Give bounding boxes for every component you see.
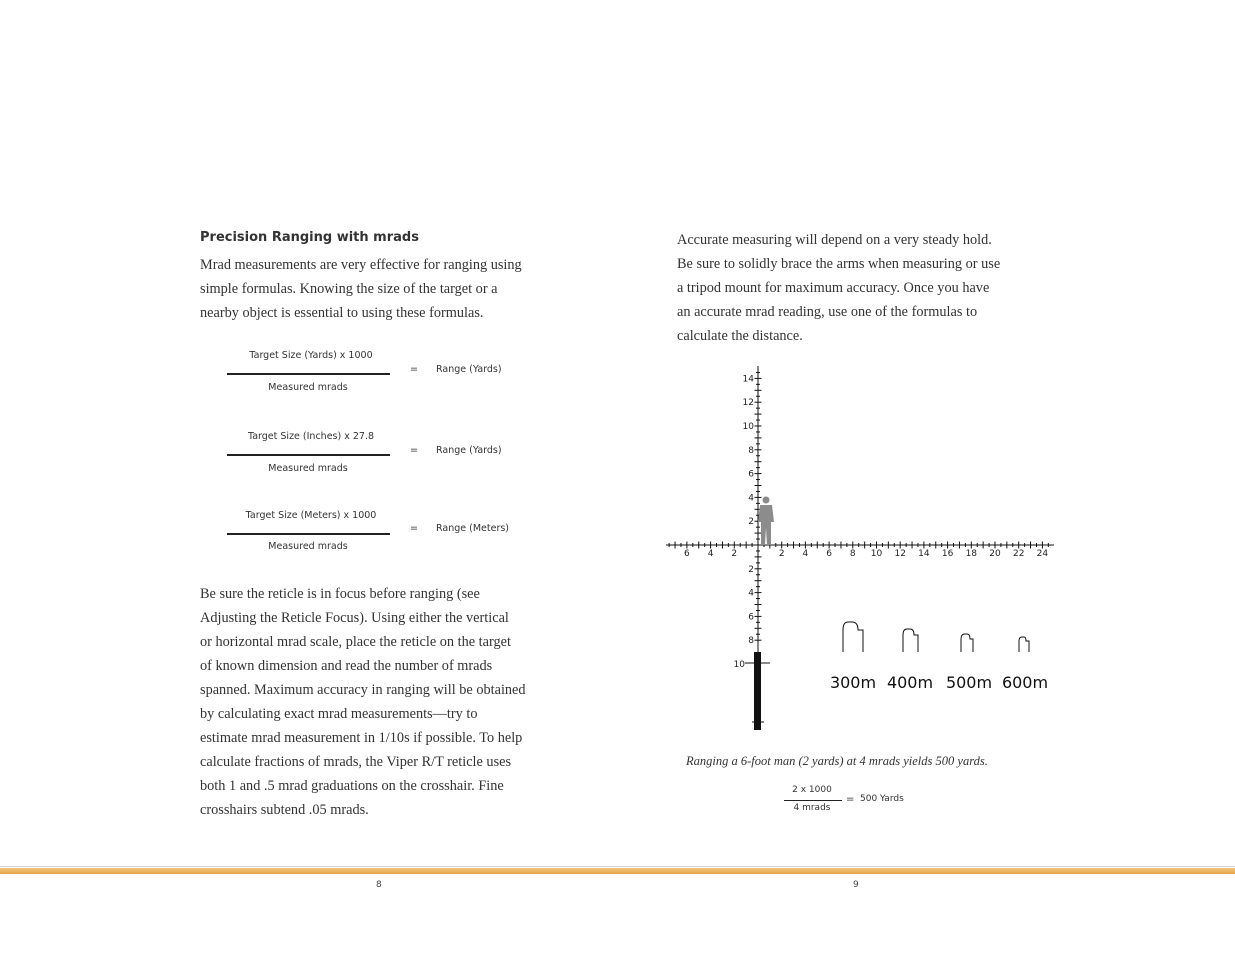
formula-1-denominator: Measured mrads bbox=[268, 382, 348, 393]
text-line: calculate fractions of mrads, the Viper R/T reticle uses bbox=[200, 754, 512, 770]
text-line: or horizontal mrad scale, place the reticle on the target bbox=[200, 634, 511, 650]
reticle-post bbox=[754, 652, 761, 730]
example-equals: = bbox=[846, 794, 855, 805]
example-numerator: 2 x 1000 bbox=[792, 785, 832, 795]
x-axis-label: 2 bbox=[731, 549, 738, 559]
formula-1-equals: = bbox=[410, 364, 418, 375]
y-axis-label: 4 bbox=[748, 588, 754, 599]
y-axis-label: 6 bbox=[748, 469, 754, 480]
footer-accent-bar bbox=[0, 868, 1235, 874]
formula-2-numerator: Target Size (Inches) x 27.8 bbox=[247, 431, 375, 442]
text-line: a tripod mount for maximum accuracy. Once you have bbox=[677, 280, 990, 296]
text-line: by calculating exact mrad measurements—try to bbox=[200, 706, 478, 722]
footer-divider bbox=[0, 866, 1235, 867]
text-line: crosshairs subtend .05 mrads. bbox=[200, 802, 369, 818]
text-line: nearby object is essential to using these formulas. bbox=[200, 305, 484, 321]
x-axis-label: 6 bbox=[826, 549, 832, 559]
formula-3-numerator: Target Size (Meters) x 1000 bbox=[245, 510, 377, 521]
x-axis-label: 2 bbox=[778, 549, 785, 559]
text-line: of known dimension and read the number of mrads bbox=[200, 658, 493, 674]
y-axis-label: 8 bbox=[748, 445, 754, 456]
text-line: an accurate mrad reading, use one of the formulas to bbox=[677, 304, 978, 320]
text-line: calculate the distance. bbox=[677, 328, 803, 344]
target-400m-icon bbox=[903, 629, 918, 652]
target-500m-icon bbox=[961, 634, 973, 652]
y-axis-label: 2 bbox=[748, 564, 754, 575]
text-line: estimate mrad measurement in 1/10s if possible. To help bbox=[200, 730, 523, 746]
x-axis-label: 22 bbox=[1012, 549, 1025, 559]
x-axis-label: 16 bbox=[941, 549, 954, 559]
page-number-right: 9 bbox=[853, 880, 859, 890]
y-axis-label: 4 bbox=[748, 493, 754, 504]
y-axis-label: 2 bbox=[748, 517, 754, 528]
formula-1-numerator: Target Size (Yards) x 1000 bbox=[249, 350, 373, 361]
x-axis-label: 14 bbox=[918, 549, 930, 559]
y-axis-label: 10 bbox=[742, 422, 754, 432]
formula-2-denominator: Measured mrads bbox=[268, 463, 348, 474]
x-axis-label: 12 bbox=[894, 549, 906, 559]
x-axis-label: 24 bbox=[1036, 549, 1049, 559]
y-axis-label: 14 bbox=[742, 374, 754, 385]
formula-1-result: Range (Yards) bbox=[436, 364, 502, 375]
example-denominator: 4 mrads bbox=[793, 803, 831, 813]
x-axis-label: 6 bbox=[684, 549, 690, 559]
distance-label-300m: 300m bbox=[829, 673, 877, 692]
x-axis-label: 20 bbox=[989, 549, 1001, 559]
y-axis-label: 12 bbox=[742, 398, 754, 409]
distance-label-500m: 500m bbox=[945, 673, 993, 692]
x-axis-label: 4 bbox=[802, 549, 809, 559]
formula-2-equals: = bbox=[410, 445, 418, 456]
example-fraction-bar bbox=[784, 800, 842, 801]
target-300m-icon bbox=[843, 622, 863, 652]
formula-3-denominator: Measured mrads bbox=[268, 541, 348, 552]
distance-label-600m: 600m bbox=[1001, 673, 1049, 692]
figure-caption: Ranging a 6-foot man (2 yards) at 4 mrads yields 500 yards. bbox=[686, 754, 988, 768]
y-axis-label: 6 bbox=[748, 612, 754, 623]
text-line: Be sure to solidly brace the arms when measuring or use bbox=[677, 256, 1001, 272]
target-600m-icon bbox=[1019, 637, 1029, 652]
text-line: simple formulas. Knowing the size of the target or a bbox=[200, 281, 498, 297]
x-axis-label: 8 bbox=[849, 549, 856, 559]
text-line: Accurate measuring will depend on a very steady hold. bbox=[677, 232, 992, 248]
text-line: spanned. Maximum accuracy in ranging will be obtained bbox=[200, 682, 526, 698]
formula-3-result: Range (Meters) bbox=[436, 523, 510, 534]
x-axis-label: 18 bbox=[965, 549, 978, 559]
x-axis-label: 4 bbox=[707, 549, 714, 559]
section-heading: Precision Ranging with mrads bbox=[200, 230, 419, 245]
x-axis-label: 10 bbox=[870, 549, 883, 559]
example-result: 500 Yards bbox=[860, 794, 904, 804]
y-axis-label: 10 bbox=[733, 660, 745, 670]
text-line: Adjusting the Reticle Focus). Using either the vertical bbox=[200, 610, 509, 626]
distance-label-400m: 400m bbox=[886, 673, 934, 692]
man-silhouette-icon bbox=[758, 497, 774, 546]
y-axis-label: 8 bbox=[748, 636, 754, 647]
formula-2-result: Range (Yards) bbox=[436, 445, 502, 456]
formula-3-equals: = bbox=[410, 523, 418, 534]
text-line: both 1 and .5 mrad graduations on the crosshair. Fine bbox=[200, 778, 504, 794]
text-line: Be sure the reticle is in focus before ranging (see bbox=[200, 586, 480, 602]
text-line: Mrad measurements are very effective for ranging using bbox=[200, 257, 522, 273]
page-number-left: 8 bbox=[376, 880, 382, 890]
